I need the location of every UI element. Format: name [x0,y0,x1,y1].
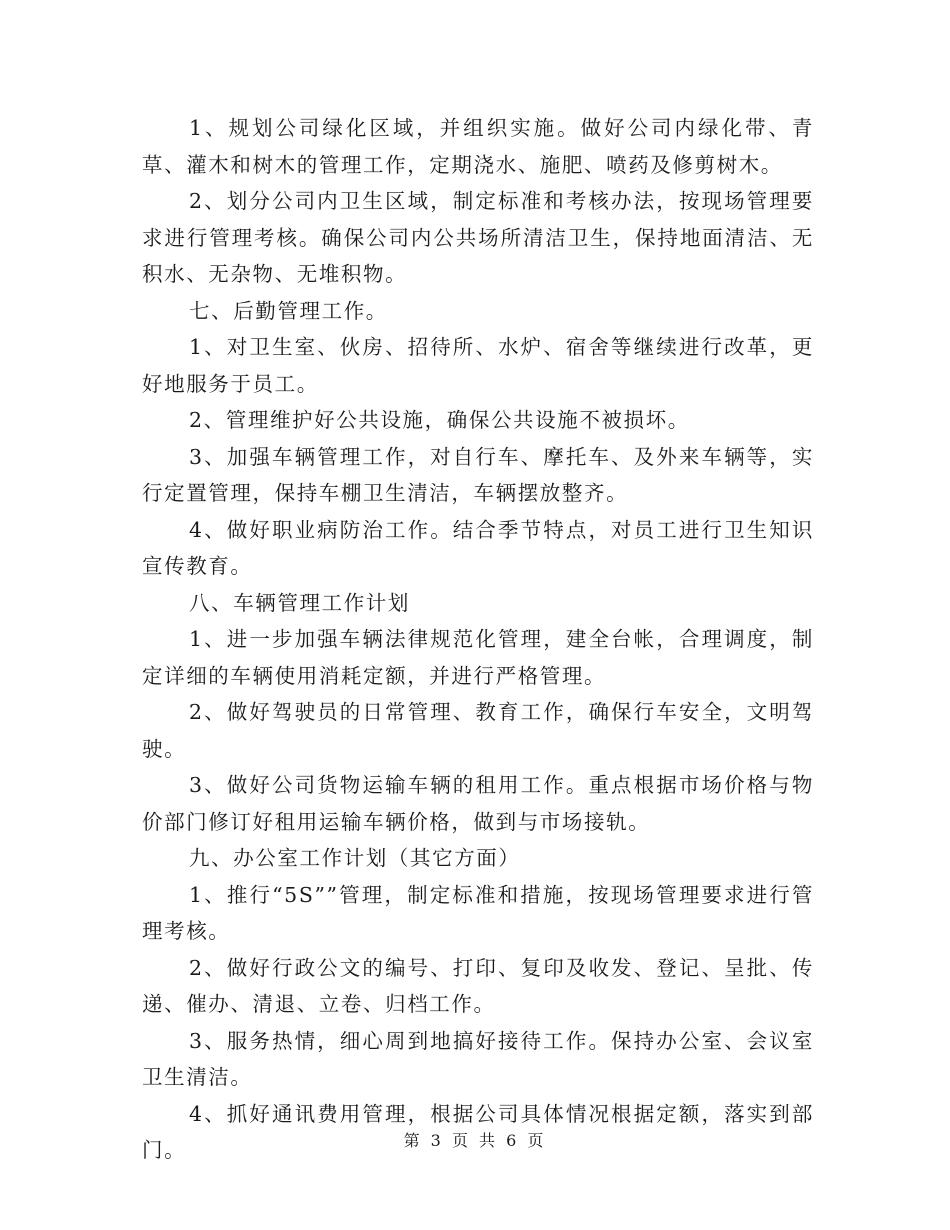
paragraph: 3、做好公司货物运输车辆的租用工作。重点根据市场价格与物价部门修订好租用运输车辆价格，做到与市场接轨。 [142,773,814,834]
section-heading: 九、办公室工作计划（其它方面） [189,846,521,870]
paragraph: 2、划分公司内卫生区域，制定标准和考核办法，按现场管理要求进行管理考核。确保公司内公共场所清洁卫生，保持地面清洁、无积水、无杂物、无堆积物。 [142,189,814,286]
paragraph: 2、做好驾驶员的日常管理、教育工作，确保行车安全，文明驾驶。 [142,700,814,761]
section-heading: 八、车辆管理工作计划 [189,590,410,615]
paragraph: 2、做好行政公文的编号、打印、复印及收发、登记、呈批、传递、催办、清退、立卷、归档工作。 [142,955,814,1016]
paragraph: 2、管理维护好公共设施，确保公共设施不被损坏。 [189,408,690,432]
page-number-footer: 第 3 页 共 6 页 [403,1131,547,1150]
document-body [142,110,814,1169]
paragraph: 4、抓好通讯费用管理，根据公司具体情况根据定额，落实到部门。 [142,1101,814,1162]
paragraph: 4、做好职业病防治工作。结合季节特点，对员工进行卫生知识宣传教育。 [142,517,814,578]
paragraph: 3、服务热情，细心周到地搞好接待工作。保持办公室、会议室卫生清洁。 [142,1028,814,1089]
paragraph: 1、推行“5S””管理，制定标准和措施，按现场管理要求进行管理考核。 [142,882,814,943]
paragraph: 3、加强车辆管理工作，对自行车、摩托车、及外来车辆等，实行定置管理，保持车棚卫生清洁，车辆摆放整齐。 [142,444,814,505]
paragraph: 1、对卫生室、伙房、招待所、水炉、宿舍等继续进行改革，更好地服务于员工。 [142,335,814,396]
paragraph: 1、规划公司绿化区域，并组织实施。做好公司内绿化带、青草、灌木和树木的管理工作，定期浇水、施肥、喷药及修剪树木。 [142,116,814,177]
section-heading: 七、后勤管理工作。 [189,298,388,323]
paragraph: 1、进一步加强车辆法律规范化管理，建全台帐，合理调度，制定详细的车辆使用消耗定额，并进行严格管理。 [142,627,814,688]
